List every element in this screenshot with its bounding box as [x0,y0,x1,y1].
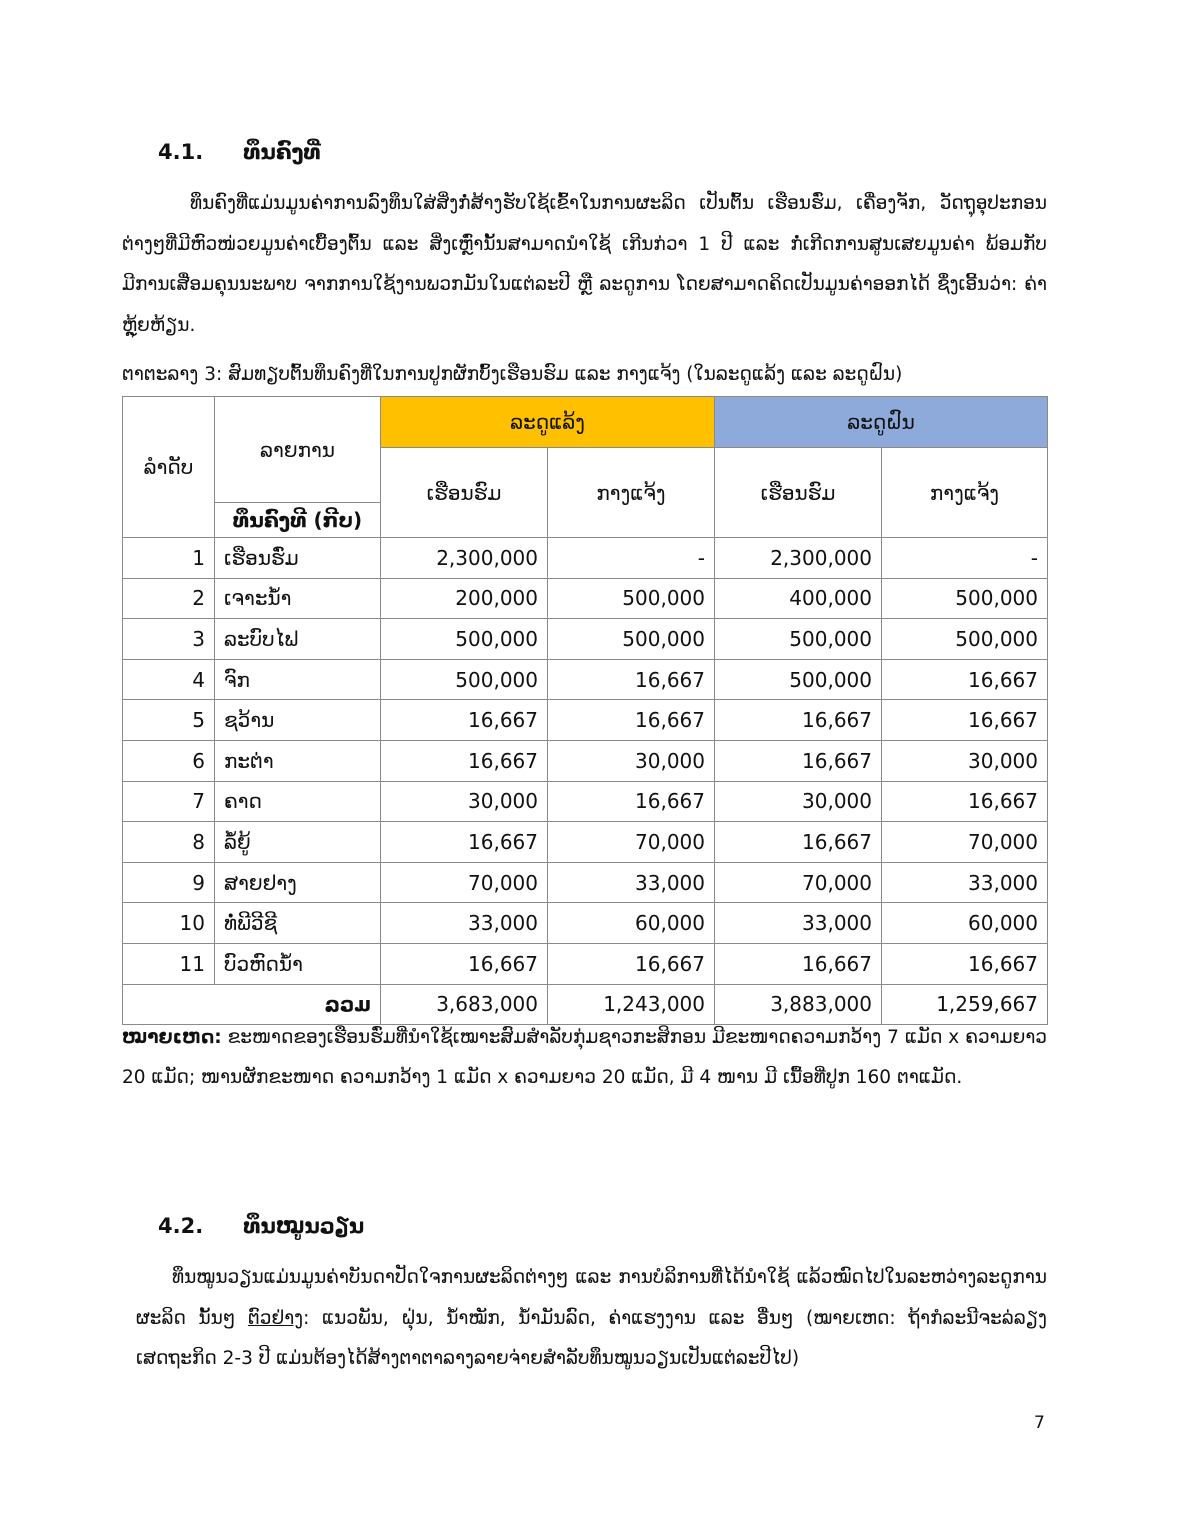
cell-dry-gh: 33,000 [381,903,548,944]
table-note [122,1018,1047,1098]
cell-wet-gh: 500,000 [715,619,882,660]
row-item: ຈົກ [215,659,381,700]
row-item: ເຮືອນຮົ່ມ [215,538,381,579]
row-item: ເຈາະນໍ້າ [215,578,381,619]
header-item: ລາຍການ [215,397,381,503]
table-row [123,578,1048,619]
row-item: ຄາດ [215,781,381,822]
total-dry-out: 1,243,000 [548,984,715,1025]
table-row [123,700,1048,741]
cell-wet-gh: 2,300,000 [715,538,882,579]
cell-wet-out: 33,000 [882,862,1048,903]
page-number: 7 [1034,1413,1045,1433]
section-4-2-heading [158,1214,364,1238]
cell-dry-gh: 500,000 [381,619,548,660]
cell-wet-gh: 30,000 [715,781,882,822]
header-item-sub: ທຶນຄົງທີ (ກີບ) [215,503,381,538]
section-number: 4.2. [158,1214,204,1238]
row-item: ລໍ້ຍູ້ [215,822,381,863]
cell-dry-gh: 16,667 [381,943,548,984]
table-row [123,659,1048,700]
cell-dry-gh: 200,000 [381,578,548,619]
table-row [123,822,1048,863]
cell-wet-out: 60,000 [882,903,1048,944]
cell-wet-out: 16,667 [882,700,1048,741]
cell-dry-gh: 16,667 [381,740,548,781]
table-row [123,781,1048,822]
header-dry-outdoor: ກາງແຈ້ງ [548,448,715,538]
row-index: 9 [123,862,215,903]
row-item: ຊວ້ານ [215,700,381,741]
cell-dry-gh: 16,667 [381,700,548,741]
cell-dry-out: 16,667 [548,781,715,822]
row-item: ສາຍຢາງ [215,862,381,903]
header-wet-outdoor: ກາງແຈ້ງ [882,448,1048,538]
note-label: ໝາຍເຫດ: [122,1027,222,1048]
row-index: 2 [123,578,215,619]
table-caption: ຕາຕະລາງ 3: ສົມທຽບຕົ້ນທຶນຄົງທີ່ໃນການປູກຜັກບົ້ງເຮືອນຮົມ ແລະ ກາງແຈ້ງ (ໃນລະດູແລ້ງ ແລະ ລະດູຝົນ) [122,364,903,385]
row-item: ກະຕ່າ [215,740,381,781]
cell-dry-out: 33,000 [548,862,715,903]
row-index: 8 [123,822,215,863]
section-4-1-heading [158,140,321,164]
cell-wet-out: 16,667 [882,659,1048,700]
row-index: 6 [123,740,215,781]
cell-dry-out: 16,667 [548,659,715,700]
paragraph-text-cont: : ແນວພັນ, ຝຸ່ນ, ນໍ້າໝັກ, ນໍ້າມັນລົດ, ຄ່າແຮງງານ ແລະ ອື່ນໆ (ໝາຍເຫດ: ຖ້າກໍລະນີຈະລ່ລຽງເສດຖະກິດ 2-3 ປີ ແມ່ນຕ້ອງໄດ້ສ້າງຕາຕາລາງລາຍຈ່າຍສໍາລັບທຶນໝູນວຽນເປັນແຕ່ລະປີໄປ) [136,1307,1047,1369]
table-row [123,943,1048,984]
cell-dry-out: 16,667 [548,700,715,741]
cell-wet-gh: 500,000 [715,659,882,700]
cell-dry-gh: 70,000 [381,862,548,903]
section-number: 4.1. [158,140,204,164]
fixed-cost-table [122,396,1048,1025]
total-dry-gh: 3,683,000 [381,984,548,1025]
paragraph-text: ທຶນໝູນວຽນແມ່ນມູນຄ່າບັນດາປັດໃຈການຜະລິດຕ່າງໆ ແລະ ການບໍລິການທີ່ໄດ້ນໍາໃຊ້ ແລ້ວໝົດໄປໃນລະຫວ່າງລະດູການຜະລິດ ນັ້ນໆ [136,1267,1047,1329]
cell-wet-gh: 16,667 [715,700,882,741]
table-row [123,538,1048,579]
header-dry-greenhouse: ເຮືອນຮົມ [381,448,548,538]
row-index: 11 [123,943,215,984]
row-item: ທໍ່ພີວີຊີ [215,903,381,944]
cell-dry-out: 500,000 [548,619,715,660]
cell-dry-gh: 16,667 [381,822,548,863]
cell-wet-gh: 400,000 [715,578,882,619]
table-row [123,903,1048,944]
cell-dry-out: 30,000 [548,740,715,781]
note-text: ຂະໜາດຂອງເຮືອນຮົ່ມທີ່ນໍາໃຊ້ເໝາະສົມສໍາລັບກຸ່ມຊາວກະສິກອນ ມີຂະໜາດຄວາມກວ້າງ 7 ແມັດ x ຄວາມຍາວ 20 ແມັດ; ໜານຜັກຂະໜາດ ຄວາມກວ້າງ 1 ແມັດ x ຄວາມຍາວ 20 ແມັດ, ມີ 4 ໜານ ມີ ເນື້ອທີ່ປູກ 160 ຕາແມັດ. [122,1027,1047,1088]
cell-dry-gh: 30,000 [381,781,548,822]
cell-wet-out: 500,000 [882,619,1048,660]
cell-wet-out: 16,667 [882,943,1048,984]
table-row [123,740,1048,781]
header-index: ລຳດັບ [123,397,215,538]
cell-dry-gh: 2,300,000 [381,538,548,579]
working-capital-paragraph [136,1258,1047,1380]
row-item: ລະບົບໄຟ [215,619,381,660]
header-wet-season: ລະດູຝົນ [715,397,1048,448]
total-label: ລວມ [123,984,381,1025]
cell-dry-out: 70,000 [548,822,715,863]
cell-dry-out: - [548,538,715,579]
table-row [123,862,1048,903]
cell-wet-gh: 16,667 [715,740,882,781]
fixed-capital-paragraph: ທຶນຄົງທີ່ແມ່ນມູນຄ່າການລົງທຶນໃສ່ສິ່ງກໍ່ສ້າງຮັບໃຊ້ເຂົ້າໃນການຜະລິດ ເປັນຕົ້ນ ເຮືອນຮົ່ມ, ເຄື່ອງຈັກ, ວັດຖຸອຸປະກອນຕ່າງໆທີ່ມີຫົວໜ່ວຍມູນຄ່າເບື້ອງຕົ້ນ ແລະ ສິ່ງເຫຼົ່ານັ້ນສາມາດນໍາໃຊ້ ເກີນກ່ວາ 1 ປີ ແລະ ກໍ່ເກີດການສູນເສຍມູນຄ່າ ພ້ອມກັບມີການເສື່ອມຄຸນນະພາບ ຈາກການໃຊ້ງານພວກມັນໃນແຕ່ລະປີ ຫຼື ລະດູການ ໂດຍສາມາດຄິດເປັນມູນຄ່າອອກໄດ້ ຊຶ່ງເອີ້ນວ່າ: ຄ່າຫຼຸ້ຍຫ້ຽນ. [122,193,1047,336]
cell-wet-out: - [882,538,1048,579]
example-label: ຕົວຢ່າງ [247,1307,304,1329]
header-wet-greenhouse: ເຮືອນຮົມ [715,448,882,538]
row-index: 1 [123,538,215,579]
cell-dry-gh: 500,000 [381,659,548,700]
row-index: 7 [123,781,215,822]
section-title: ທຶນໝູນວຽນ [243,1214,365,1238]
row-index: 4 [123,659,215,700]
cell-dry-out: 500,000 [548,578,715,619]
row-index: 3 [123,619,215,660]
cell-wet-out: 70,000 [882,822,1048,863]
row-index: 10 [123,903,215,944]
total-wet-gh: 3,883,000 [715,984,882,1025]
cell-dry-out: 60,000 [548,903,715,944]
row-item: ບົວຫົດນໍ້າ [215,943,381,984]
cell-dry-out: 16,667 [548,943,715,984]
table-row [123,619,1048,660]
cell-wet-out: 16,667 [882,781,1048,822]
cell-wet-gh: 16,667 [715,822,882,863]
cell-wet-out: 30,000 [882,740,1048,781]
total-wet-out: 1,259,667 [882,984,1048,1025]
section-title: ທຶນຄົງທີ່ [243,140,321,164]
cell-wet-out: 500,000 [882,578,1048,619]
cell-wet-gh: 33,000 [715,903,882,944]
cell-wet-gh: 16,667 [715,943,882,984]
cell-wet-gh: 70,000 [715,862,882,903]
header-dry-season: ລະດູແລ້ງ [381,397,715,448]
row-index: 5 [123,700,215,741]
